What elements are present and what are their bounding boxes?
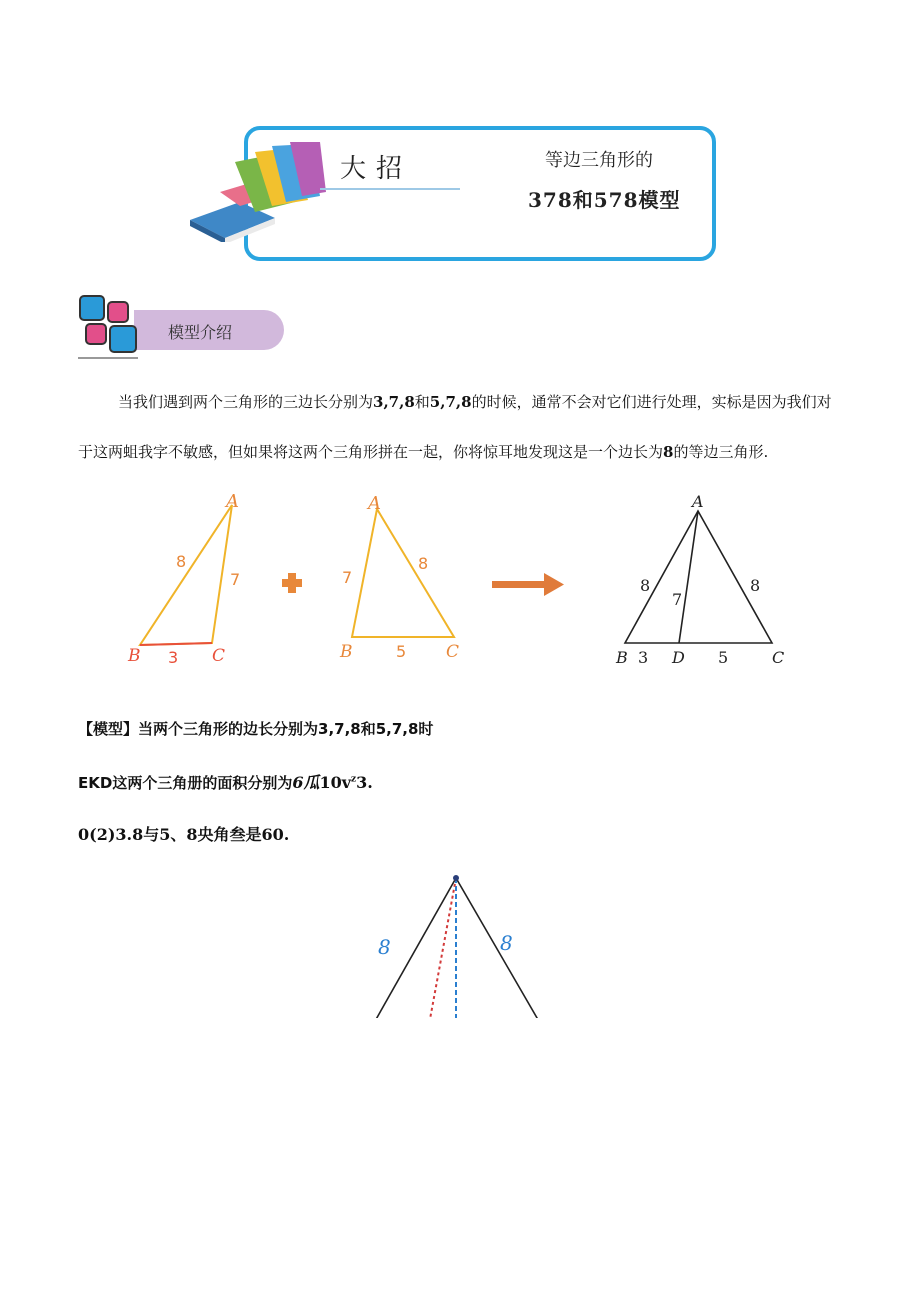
model-line2: EKD这两个三角册的面积分别为6瓜$10v^z3$. bbox=[78, 773, 373, 792]
combined-side-ab: 8 bbox=[640, 576, 651, 595]
intro-line1: 当我们遇到两个三角形的三边长分别为3,7,8和5,7,8的时候，通常不会对它们进行处理，实标是因为我们对 bbox=[118, 393, 832, 411]
combined-side-dc: 5 bbox=[718, 648, 729, 667]
tri2-vertex-c: C bbox=[446, 642, 460, 662]
tri2-side-ab: 7 bbox=[342, 568, 353, 587]
plus-icon bbox=[282, 573, 302, 593]
section-tag-label: 模型介绍 bbox=[168, 323, 233, 342]
banner-big-move: 大招 bbox=[340, 154, 413, 184]
fig2-right-label: 8 bbox=[500, 931, 513, 955]
combined-vertex-d: D bbox=[672, 648, 685, 667]
section-tag bbox=[78, 292, 288, 364]
fig2-left-label: 8 bbox=[378, 935, 391, 959]
banner-title-line2: 378和578模型 bbox=[528, 188, 681, 212]
triangle-578 bbox=[339, 493, 459, 662]
tri1-side-ab: 8 bbox=[176, 552, 187, 571]
model-line1: 【模型】当两个三角形的边长分别为3,7,8和5,7,8时 bbox=[78, 720, 434, 738]
arrow-right-icon bbox=[492, 573, 564, 596]
banner-title-line1: 等边三角形的 bbox=[545, 150, 653, 171]
combined-vertex-c: C bbox=[772, 648, 785, 667]
combined-vertex-b: B bbox=[616, 648, 628, 667]
combined-vertex-a: A bbox=[692, 492, 704, 511]
combined-side-ad: 7 bbox=[672, 590, 683, 609]
triangle-combined bbox=[615, 492, 784, 667]
combined-side-ac: 8 bbox=[750, 576, 761, 595]
tri1-vertex-b: B bbox=[128, 646, 141, 666]
tri2-vertex-b: B bbox=[340, 642, 353, 662]
model-line3: 0(2)3.8与5、8央角叁是60. bbox=[78, 825, 290, 844]
tri2-side-bc: 5 bbox=[396, 642, 407, 661]
tri2-side-ac: 8 bbox=[418, 554, 429, 573]
grid-squares-icon bbox=[78, 292, 144, 364]
tri1-vertex-a: A bbox=[226, 491, 239, 512]
figure-378-578 bbox=[120, 485, 800, 675]
books-icon bbox=[180, 132, 330, 242]
tri2-vertex-a: A bbox=[368, 493, 381, 514]
combined-side-bd: 3 bbox=[638, 648, 649, 667]
triangle-378 bbox=[127, 491, 240, 667]
tri1-side-bc: 3 bbox=[168, 648, 179, 667]
tri1-side-ac: 7 bbox=[230, 570, 241, 589]
banner-divider bbox=[320, 188, 460, 190]
intro-line2: 于这两蛆我字不敏感，但如果将这两个三角形拼在一起，你将惊耳地发现这是一个边长为8的等边三角形. bbox=[78, 443, 769, 461]
header-banner bbox=[180, 118, 730, 270]
figure-angle-diagram bbox=[340, 870, 580, 1018]
tri1-vertex-c: C bbox=[212, 646, 226, 666]
